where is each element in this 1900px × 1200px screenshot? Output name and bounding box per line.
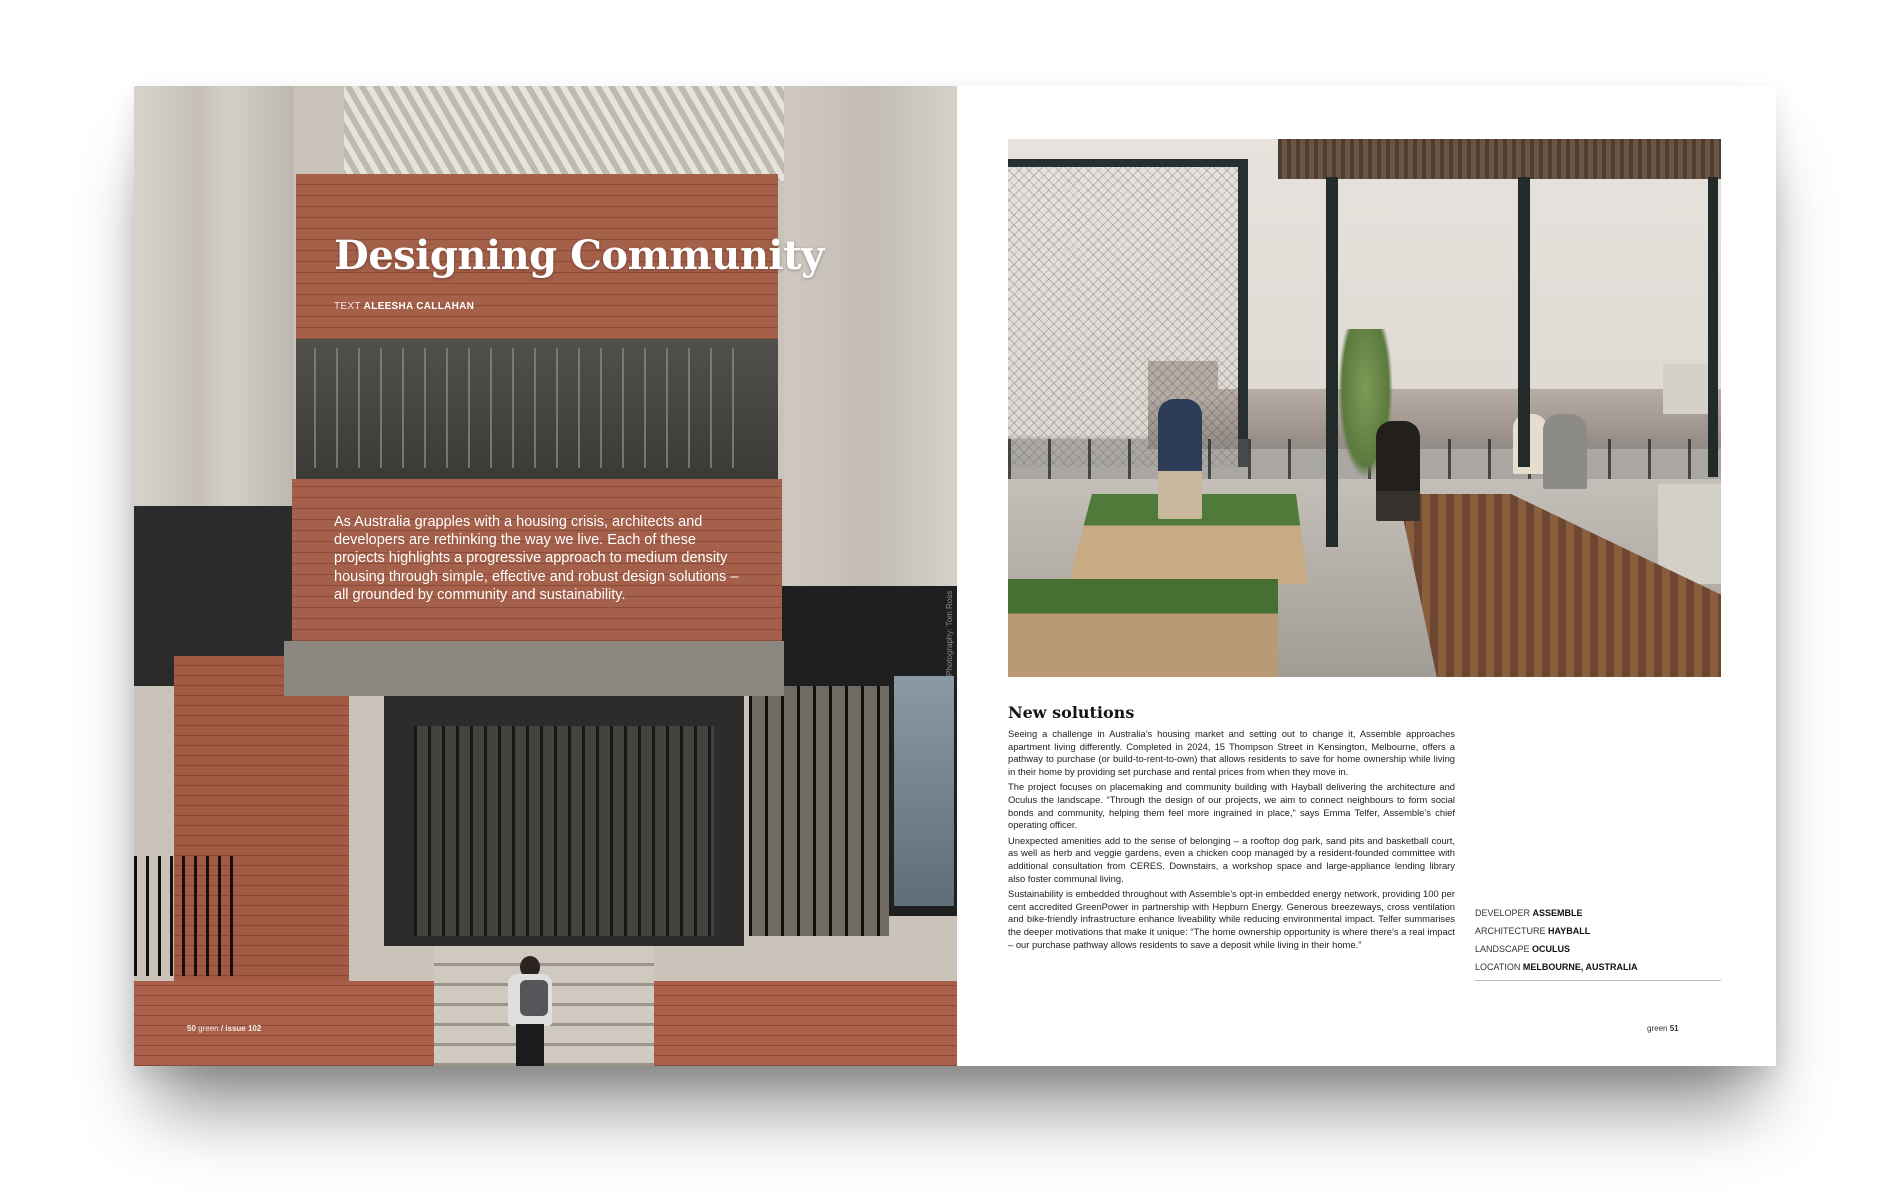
building-photo-concrete-tower-right [784,86,957,586]
photo-mesh-cage [1008,159,1248,467]
credit-label: ARCHITECTURE [1475,926,1546,936]
credit-value: OCULUS [1532,944,1571,954]
folio-right [1647,1024,1679,1033]
body-paragraph: Sustainability is embedded throughout with Assemble’s opt-in embedded energy network, providing 100 per cent accredited GreenPower in partnership with Hepburn Energy. Generous breezeways, cross ventilation and bike-friendly infrastructure enhance liveability while reducing environmental impact. Telfer summarises the deeper motivations that make it unique: “The home ownership opportunity is where there’s a real impact – our purchase pathway allows residents to save a deposit while living in their home.” [1008,888,1455,950]
body-paragraph: Seeing a challenge in Australia’s housing market and setting out to change it, Assemble approaches apartment living differently. Completed in 2024, 15 Thompson Street in Kensington, Melbourne, offers a pathway to purchase (or build-to-rent-to-own) that allows residents to save for home ownership while living in their home by providing set purchase and rental prices from when they move in. [1008,728,1455,777]
credit-row [1475,904,1721,922]
building-photo-mesh [314,348,754,468]
article-title: Designing Community [334,232,824,279]
building-photo-railing [134,856,234,976]
intro-paragraph: As Australia grapples with a housing crisis, architects and developers are rethinking the way we live. Each of these projects highlights a progressive approach to medium density housing through simple, effective and robust design solutions – all grounded by community and sustainability. [334,514,739,603]
credit-label: DEVELOPER [1475,908,1531,918]
photo-post [1708,177,1718,477]
byline-author: ALEESHA CALLAHAN [363,301,475,312]
magazine-spread [134,86,1776,1066]
body-paragraph: The project focuses on placemaking and community building with Hayball delivering the architecture and Oculus the landscape. “Through the design of our projects, we aim to connect neighbours to form social bonds and community, helping them feel more ingrained in place,” says Emma Telfer, Assemble’s chief operating officer. [1008,781,1455,831]
building-photo-bars [749,686,889,936]
right-page [945,86,1776,1066]
building-photo-gate [414,726,714,936]
photo-person [1543,414,1587,489]
credit-label: LANDSCAPE [1475,944,1530,954]
credit-label: LOCATION [1475,962,1521,972]
building-photo-stairs [344,86,784,181]
photo-credit: Photography: Tom Ross [945,590,954,676]
folio-page-number: 51 [1669,1024,1679,1033]
photo-tower [1663,364,1713,414]
byline-label: TEXT [334,301,361,312]
building-photo-glass [894,676,954,906]
building-photo-brick-planter-left [134,981,434,1066]
photo-person [1158,399,1202,519]
project-credits [1475,904,1721,981]
photo-post [1518,177,1530,467]
credit-value: MELBOURNE, AUSTRALIA [1522,962,1638,972]
left-page [134,86,957,1066]
building-photo-soffit [284,641,784,696]
building-photo-person [502,956,558,1066]
folio-magazine: green [198,1024,219,1033]
body-paragraph: Unexpected amenities add to the sense of belonging – a rooftop dog park, sand pits and basketball court, as well as herb and veggie gardens, even a chicken coop managed by a resident-founded committee with additional consultation from CERES. Downstairs, a workshop space and large-appliance lending library also foster communal living. [1008,834,1455,884]
folio-page-number: 50 [187,1024,196,1033]
credit-row [1475,958,1721,976]
byline [334,301,474,312]
rooftop-photo [1008,139,1721,677]
photo-post [1326,177,1338,547]
building-photo-brick-planter-right [654,981,957,1066]
photo-planter [1008,579,1278,677]
folio-left [187,1024,261,1033]
photo-person [1376,421,1420,521]
photo-pergola-roof [1278,139,1721,179]
section-heading: New solutions [1008,703,1135,722]
article-body [1008,728,1455,954]
credit-row [1475,922,1721,940]
credit-row [1475,940,1721,958]
credit-value: HAYBALL [1548,926,1591,936]
credit-value: ASSEMBLE [1532,908,1583,918]
folio-issue: / issue 102 [220,1024,262,1033]
folio-magazine: green [1647,1024,1668,1033]
